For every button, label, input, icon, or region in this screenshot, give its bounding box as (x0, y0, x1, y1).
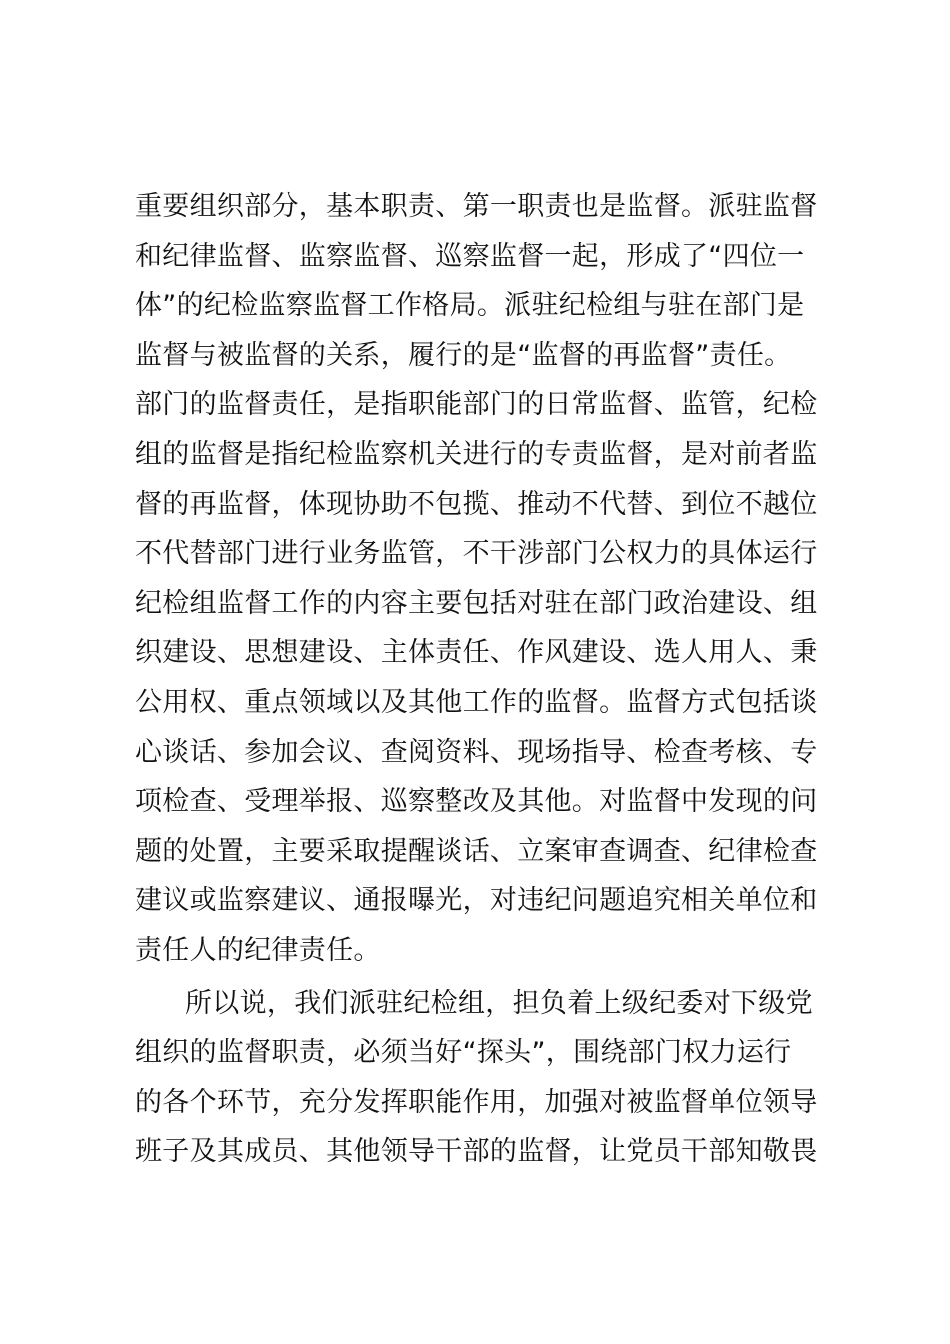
text-line: 织建设、思想建设、主体责任、作风建设、选人用人、秉 (135, 637, 818, 669)
text-line: 组的监督是指纪检监察机关进行的专责监督，是对前者监 (135, 438, 818, 470)
body-text (135, 182, 835, 1177)
text-line: 公用权、重点领域以及其他工作的监督。监督方式包括谈 (135, 686, 818, 718)
text-line: 组织的监督职责，必须当好“探头”，围绕部门权力运行 (135, 1037, 792, 1069)
text-line: 建议或监察建议、通报曝光，对违纪问题追究相关单位和 (135, 885, 818, 917)
text-line: 监督与被监督的关系，履行的是“监督的再监督”责任。 (135, 339, 792, 371)
text-line: 督的再监督，体现协助不包揽、推动不代替、到位不越位 (135, 488, 818, 520)
text-line: 责任人的纪律责任。 (135, 934, 381, 966)
text-line: 不代替部门进行业务监管，不干涉部门公权力的具体运行 (135, 538, 818, 570)
text-line: 体”的纪检监察监督工作格局。派驻纪检组与驻在部门是 (135, 290, 805, 322)
text-line: 项检查、受理举报、巡察整改及其他。对监督中发现的问 (135, 786, 818, 818)
text-line: 和纪律监督、监察监督、巡察监督一起，形成了“四位一 (135, 240, 805, 272)
text-line: 的各个环节，充分发挥职能作用，加强对被监督单位领导 (135, 1086, 818, 1118)
text-line: 纪检组监督工作的内容主要包括对驻在部门政治建设、组 (135, 587, 818, 619)
text-line: 题的处置，主要采取提醒谈话、立案审查调查、纪律检查 (135, 835, 818, 867)
text-line: 心谈话、参加会议、查阅资料、现场指导、检查考核、专 (135, 736, 818, 768)
paragraph-first-line: 所以说，我们派驻纪检组，担负着上级纪委对下级党 (185, 987, 813, 1019)
text-line: 部门的监督责任，是指职能部门的日常监督、监管，纪检 (135, 389, 818, 421)
text-line: 重要组织部分，基本职责、第一职责也是监督。派驻监督 (135, 191, 818, 222)
text-line: 班子及其成员、其他领导干部的监督，让党员干部知敬畏 (135, 1136, 818, 1168)
